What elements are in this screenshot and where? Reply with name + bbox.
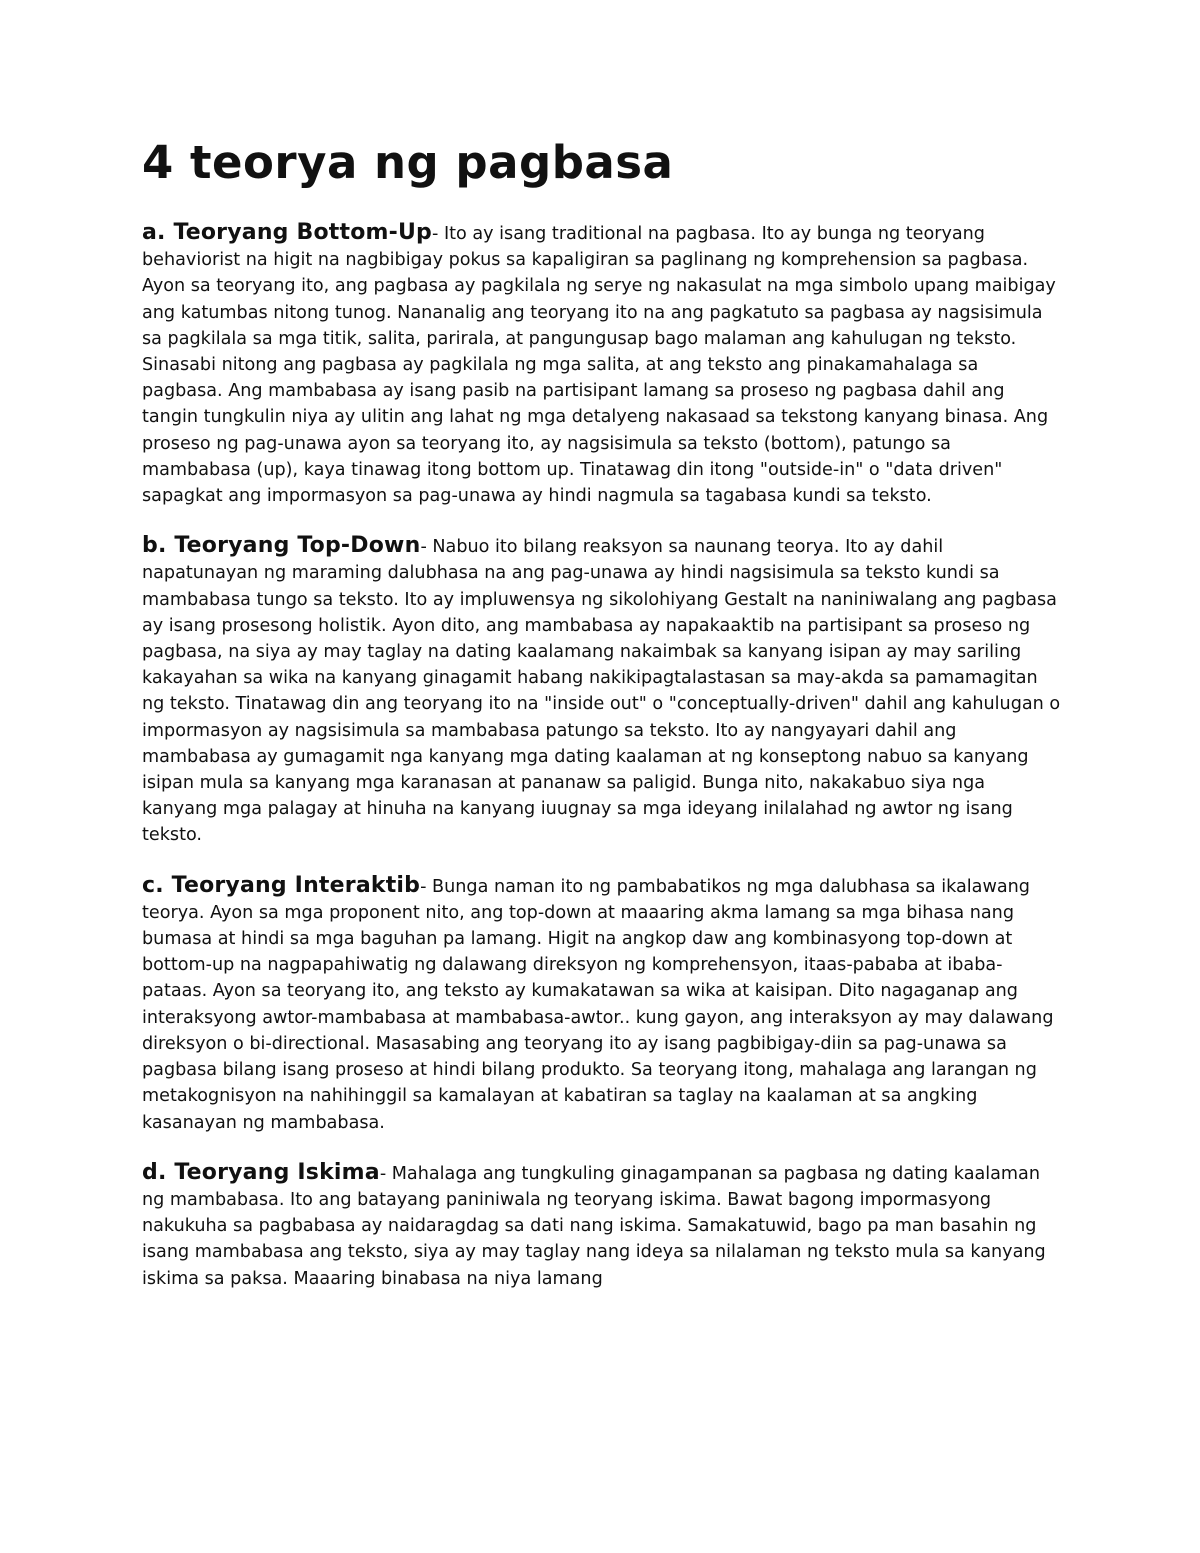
section-body: - Mahalaga ang tungkuling ginagampanan sa pagbasa ng dating kaalaman ng mambabasa. Ito ang batayang paniniwala ng teoryang iskima. Bawat bagong impormasyong nakukuha sa pagbabasa ay naidaragdag sa dati nang iskima. Samakatuwid, bago pa man basahin ng isang mambabasa ang teksto, siya ay may taglay nang ideya sa nilalaman ng teksto mula sa kanyang iskima sa paksa. Maaaring binabasa na niya lamang [142, 1163, 1046, 1289]
section-top-down [142, 533, 1062, 848]
section-bottom-up [142, 220, 1062, 509]
section-heading: c. Teoryang Interaktib [142, 872, 421, 898]
section-iskima [142, 1160, 1062, 1292]
section-heading: d. Teoryang Iskima [142, 1159, 380, 1185]
section-body: - Ito ay isang traditional na pagbasa. Ito ay bunga ng teoryang behaviorist na higit na nagbibigay pokus sa kapaligiran sa paglinang ng komprehension sa pagbasa. Ayon sa teoryang ito, ang pagbasa ay pagkilala ng serye ng nakasulat na mga simbolo upang maibigay ang katumbas nitong tunog. Nananalig ang teoryang ito na ang pagkatuto sa pagbasa ay nagsisimula sa pagkilala sa mga titik, salita, parirala, at pangungusap bago malaman ang kahulugan ng teksto. Sinasabi nitong ang pagbasa ay pagkilala ng mga salita, at ang teksto ang pinakamahalaga sa pagbasa. Ang mambabasa ay isang pasib na partisipant lamang sa proseso ng pagbasa dahil ang tangin tungkulin niya ay ulitin ang lahat ng mga detalyeng nakasaad sa tekstong kanyang binasa. Ang proseso ng pag-unawa ayon sa teoryang ito, ay nagsisimula sa teksto (bottom), patungo sa mambabasa (up), kaya tinawag itong bottom up. Tinatawag din itong "outside-in" o "data driven" sapagkat ang impormasyon sa pag-unawa ay hindi nagmula sa tagabasa kundi sa teksto. [142, 224, 1056, 507]
section-body: - Nabuo ito bilang reaksyon sa naunang teorya. Ito ay dahil napatunayan ng maraming dalubhasa na ang pag-unawa ay hindi nagsisimula sa teksto kundi sa mambabasa tungo sa teksto. Ito ay impluwensya ng sikolohiyang Gestalt na naniniwalang ang pagbasa ay isang prosesong holistik. Ayon dito, ang mambabasa ay napakaaktib na partisipant sa proseso ng pagbasa, na siya ay may taglay na dating kaalamang nakaimbak sa kanyang isipan ay may sariling kakayahan sa wika na kanyang ginagamit habang nakikipagtalastasan sa may-akda sa pamamagitan ng teksto. Tinatawag din ang teoryang ito na "inside out" o "conceptually-driven" dahil ang kahulugan o impormasyon ay nagsisimula sa mambabasa patungo sa teksto. Ito ay nangyayari dahil ang mambabasa ay gumagamit nga kanyang mga dating kaalaman at ng konseptong nabuo sa kanyang isipan mula sa kanyang mga karanasan at pananaw sa paligid. Bunga nito, nakakabuo siya nga kanyang mga palagay at hinuha na kanyang iuugnay sa mga ideyang inilalahad ng awtor ng isang teksto. [142, 537, 1061, 846]
section-heading: b. Teoryang Top-Down [142, 533, 421, 559]
section-body: - Bunga naman ito ng pambabatikos ng mga dalubhasa sa ikalawang teorya. Ayon sa mga proponent nito, ang top-down at maaaring akma lamang sa mga bihasa nang bumasa at hindi sa mga baguhan pa lamang. Higit na angkop daw ang kombinasyong top-down at bottom-up na nagpapahiwatig ng dalawang direksyon ng komprehensyon, itaas-pababa at ibaba-pataas. Ayon sa teoryang ito, ang teksto ay kumakatawan sa wika at kaisipan. Dito nagaganap ang interaksyong awtor-mambabasa at mambabasa-awtor.. kung gayon, ang interaksyon ay may dalawang direksyon o bi-directional. Masasabing ang teoryang ito ay isang pagbibigay-diin sa pag-unawa sa pagbasa bilang isang proseso at hindi bilang produkto. Sa teoryang itong, mahalaga ang larangan ng metakognisyon na nahihinggil sa kamalayan at kabatiran sa taglay na kaalaman at sa angking kasanayan ng mambabasa. [142, 876, 1054, 1133]
section-interaktib [142, 873, 1062, 1136]
document-title: 4 teorya ng pagbasa [142, 136, 674, 189]
document-page [142, 136, 1062, 1316]
section-heading: a. Teoryang Bottom-Up [142, 220, 432, 245]
